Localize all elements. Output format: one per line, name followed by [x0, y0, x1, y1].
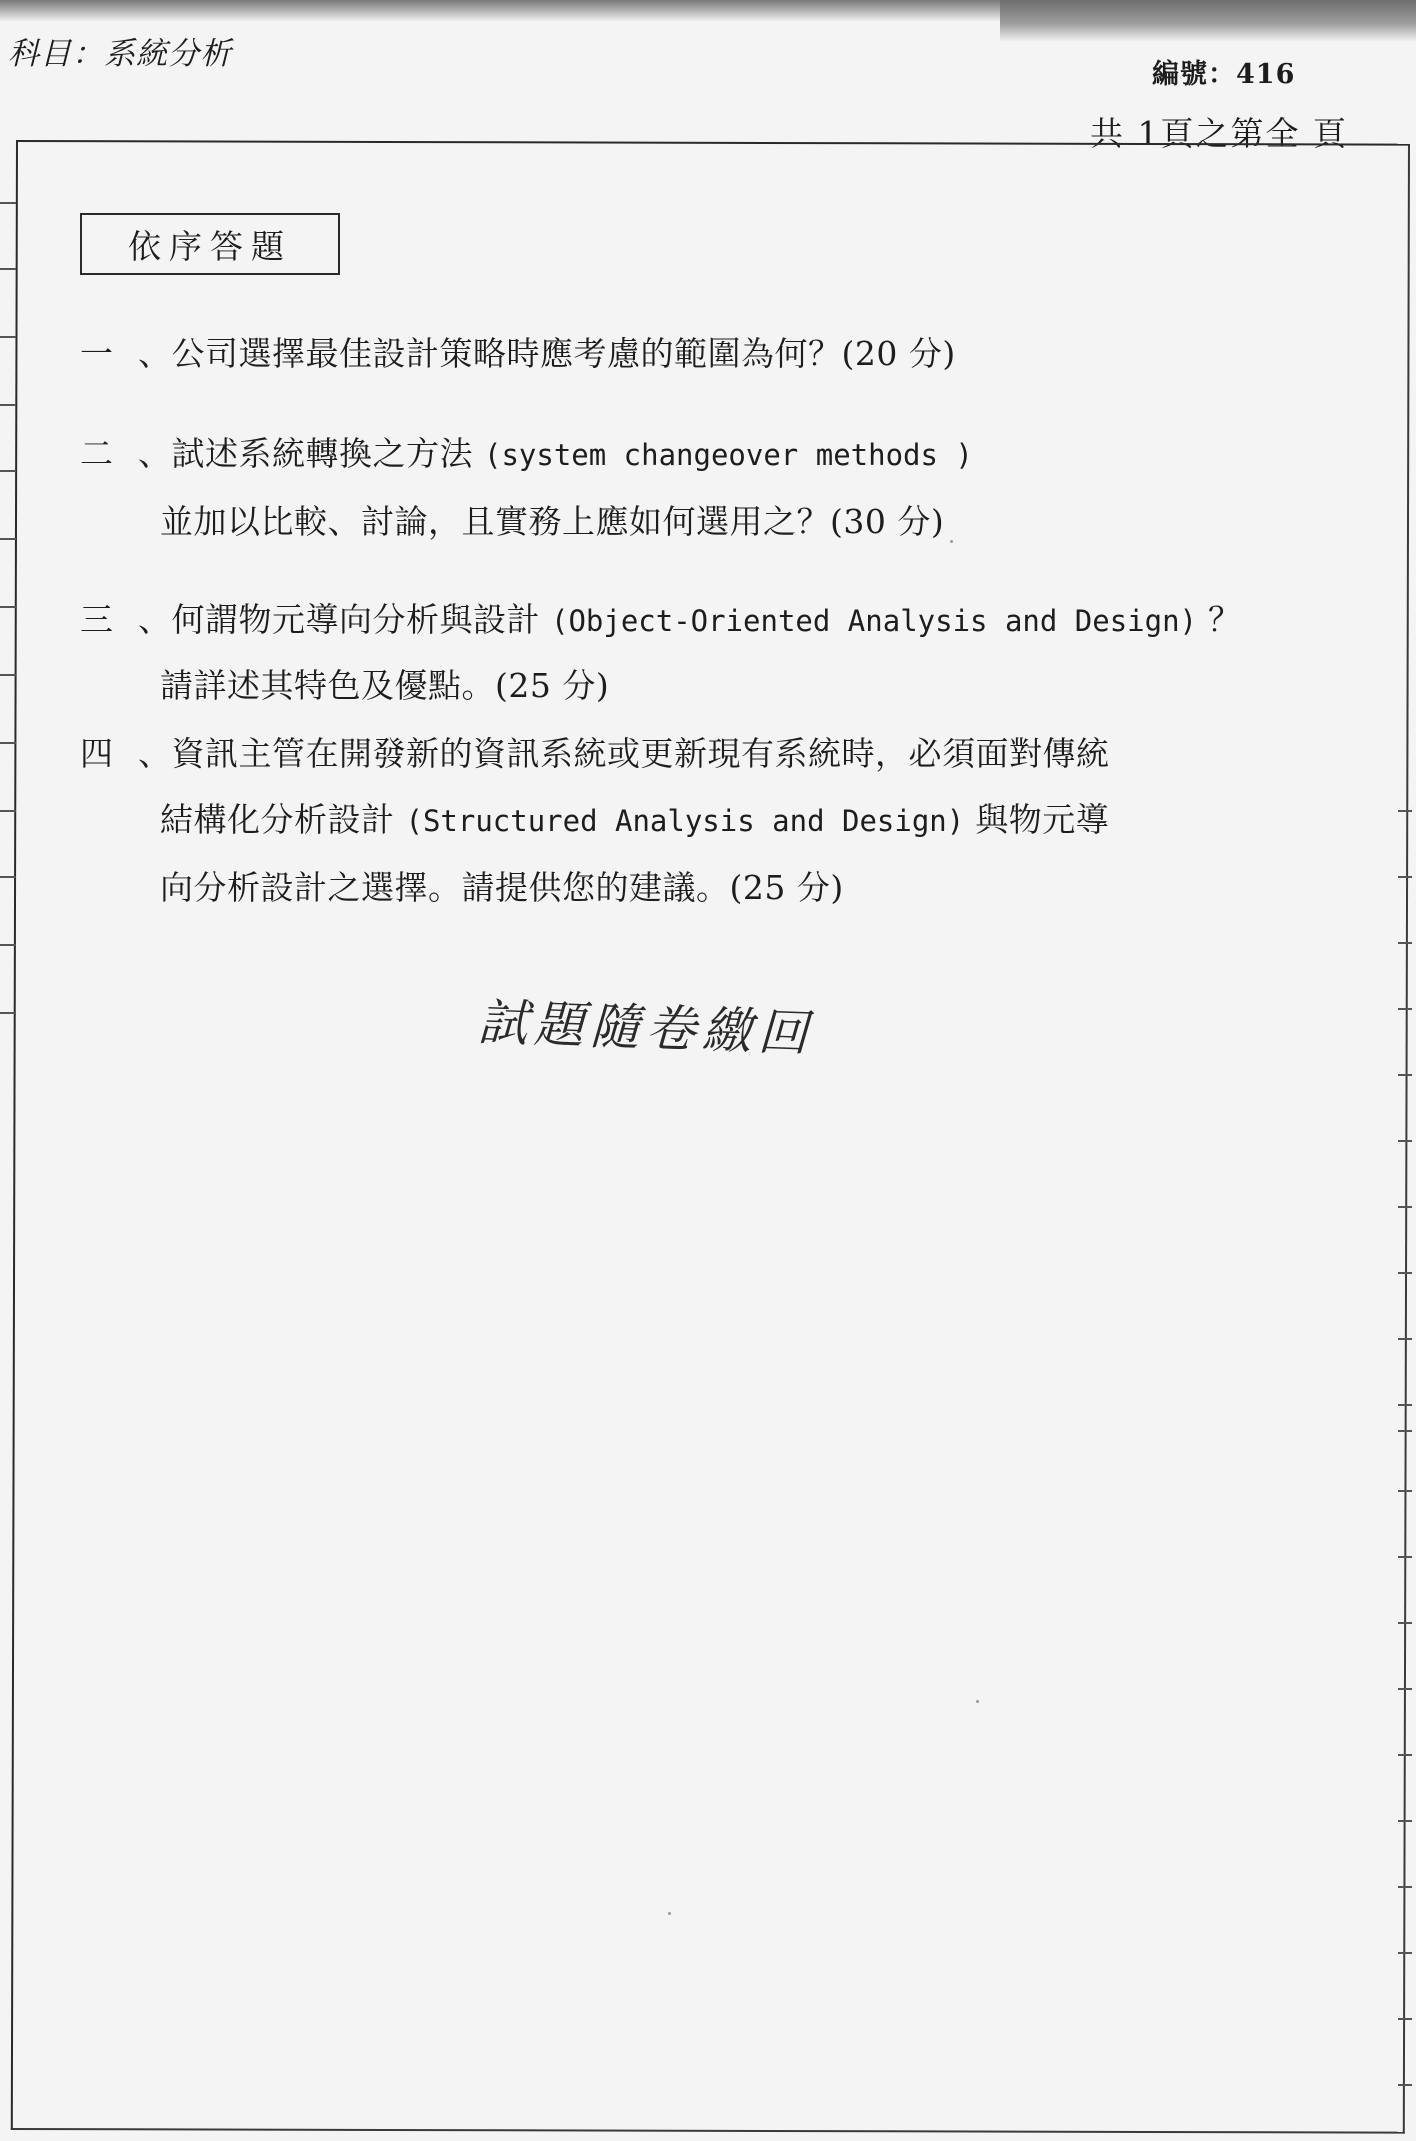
margin-tick: [0, 404, 16, 406]
question-mark: ？: [1208, 600, 1242, 639]
question-text: 並加以比較、討論，且實務上應如何選用之？(30 分): [160, 502, 945, 541]
margin-tick: [0, 876, 16, 878]
margin-tick: [0, 202, 16, 204]
question-text: [138, 594, 1242, 641]
margin-tick: [0, 538, 16, 540]
instruction-box: 依序答題: [80, 213, 340, 275]
margin-tick: [1398, 1952, 1412, 1954]
question-number: 一: [80, 334, 113, 373]
margin-tick: [1398, 942, 1412, 944]
margin-tick: [1398, 1754, 1412, 1756]
return-notice: 試題隨卷繳回: [476, 993, 815, 1063]
scan-speck: [976, 1700, 979, 1703]
question-text: 、公司選擇最佳設計策略時應考慮的範圍為何？(20 分): [138, 334, 956, 373]
page-count: 共 1頁之第全 頁: [1090, 114, 1348, 153]
margin-tick: [1398, 2084, 1412, 2086]
margin-tick: [0, 674, 16, 676]
margin-tick: [1398, 876, 1412, 878]
question-text-zh: 、試述系統轉換之方法: [138, 434, 473, 473]
margin-tick: [0, 1012, 16, 1014]
scan-speck: [668, 1912, 671, 1915]
question-number: 三: [80, 600, 113, 639]
margin-tick: [1398, 1556, 1412, 1558]
question-text: 向分析設計之選擇。請提供您的建議。(25 分): [160, 868, 844, 907]
margin-tick: [1398, 1338, 1412, 1340]
question-text-en: (system changeover methods ): [484, 438, 973, 472]
margin-tick: [1398, 1622, 1412, 1624]
margin-tick: [0, 336, 16, 338]
margin-tick: [0, 810, 16, 812]
question-text-en: (Object-Oriented Analysis and Design): [551, 604, 1198, 638]
scan-speck: [950, 540, 953, 543]
question-text: 請詳述其特色及優點。(25 分): [160, 666, 610, 705]
scan-shadow-top-right: [1000, 0, 1416, 42]
question-text-zh: 、何謂物元導向分析與設計: [138, 600, 540, 639]
exam-code: 編號：416: [1152, 59, 1296, 90]
margin-tick: [1398, 810, 1412, 812]
subject-label: 科目：系統分析: [8, 36, 232, 72]
margin-tick: [0, 268, 16, 270]
question-text: 、資訊主管在開發新的資訊系統或更新現有系統時，必須面對傳統: [138, 734, 1110, 773]
margin-tick: [1398, 1404, 1412, 1406]
margin-tick: [1398, 1206, 1412, 1208]
question-number: 四: [80, 734, 113, 773]
margin-tick: [1398, 1430, 1412, 1432]
margin-tick: [1398, 1272, 1412, 1274]
margin-tick: [1398, 1688, 1412, 1690]
margin-tick: [1398, 2018, 1412, 2020]
question-text-zh: 與物元導: [975, 800, 1110, 839]
margin-tick: [0, 470, 16, 472]
question-number: 二: [80, 434, 113, 473]
margin-tick: [0, 606, 16, 608]
margin-tick: [1398, 1074, 1412, 1076]
margin-tick: [1398, 1140, 1412, 1142]
question-text-en: (Structured Analysis and Design): [405, 804, 965, 838]
question-text: [160, 794, 1109, 841]
margin-tick: [0, 944, 16, 946]
margin-tick: [1398, 1820, 1412, 1822]
margin-tick: [1398, 1008, 1412, 1010]
question-text: [138, 428, 973, 475]
margin-tick: [0, 742, 16, 744]
margin-tick: [1398, 1490, 1412, 1492]
margin-tick: [1398, 1886, 1412, 1888]
question-text-zh: 結構化分析設計: [160, 800, 395, 839]
